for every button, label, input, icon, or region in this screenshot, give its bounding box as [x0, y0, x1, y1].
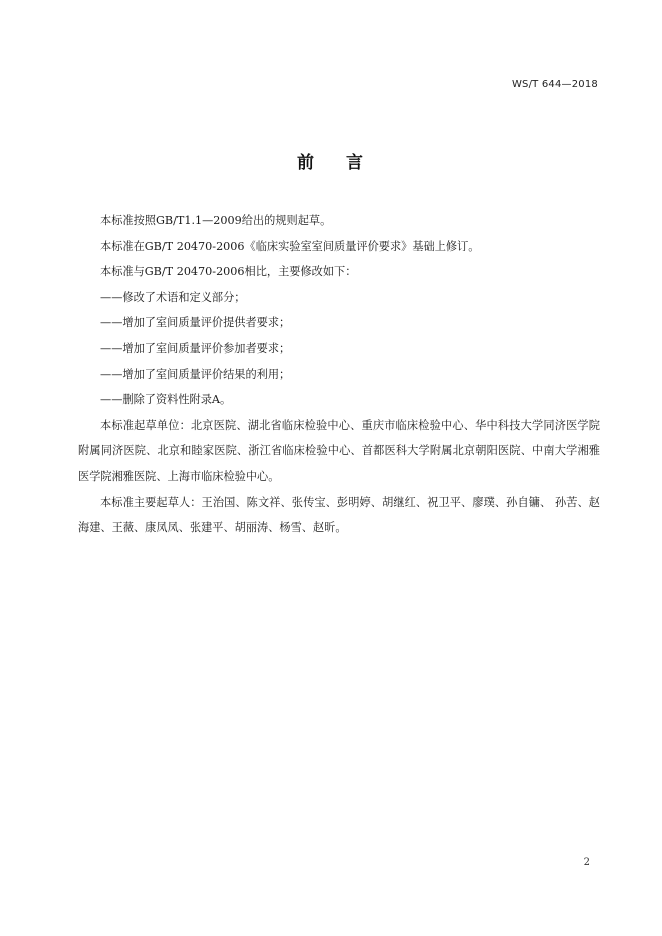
change-item: ——修改了术语和定义部分；	[100, 290, 246, 304]
page-title	[0, 148, 662, 173]
standard-code: WS/T 644—2018	[511, 79, 598, 90]
change-item: ——删除了资料性附录A。	[100, 393, 232, 407]
title-char-1: 前	[297, 153, 316, 173]
change-item: ——增加了室间质量评价结果的利用；	[100, 367, 291, 381]
paragraph-drafters: 本标准主要起草人：王治国、陈文祥、张传宝、彭明婷、胡继红、祝卫平、廖璞、孙自镛、 孙苦、赵海建、王薇、康凤凤、张建平、胡丽涛、杨雪、赵昕。	[78, 495, 600, 535]
foreword-body	[78, 208, 600, 541]
paragraph-revision-basis: 本标准在GB/T 20470-2006《临床实验室室间质量评价要求》基础上修订。	[100, 239, 480, 253]
change-item: ——增加了室间质量评价参加者要求；	[100, 341, 291, 355]
paragraph-drafting-units: 本标准起草单位：北京医院、湖北省临床检验中心、重庆市临床检验中心、华中科技大学同济医学院附属同济医院、北京和睦家医院、浙江省临床检验中心、首都医科大学附属北京朝阳医院、中南大学湘雅医学院湘雅医院、上海市临床检验中心。	[78, 418, 600, 483]
change-item: ——增加了室间质量评价提供者要求；	[100, 316, 291, 330]
paragraph-drafting-rules: 本标准按照GB/T1.1—2009给出的规则起草。	[100, 214, 332, 227]
page-number: 2	[583, 857, 590, 868]
paragraph-changes-intro: 本标准与GB/T 20470-2006相比，主要修改如下：	[100, 265, 357, 279]
title-char-2: 言	[346, 153, 365, 173]
